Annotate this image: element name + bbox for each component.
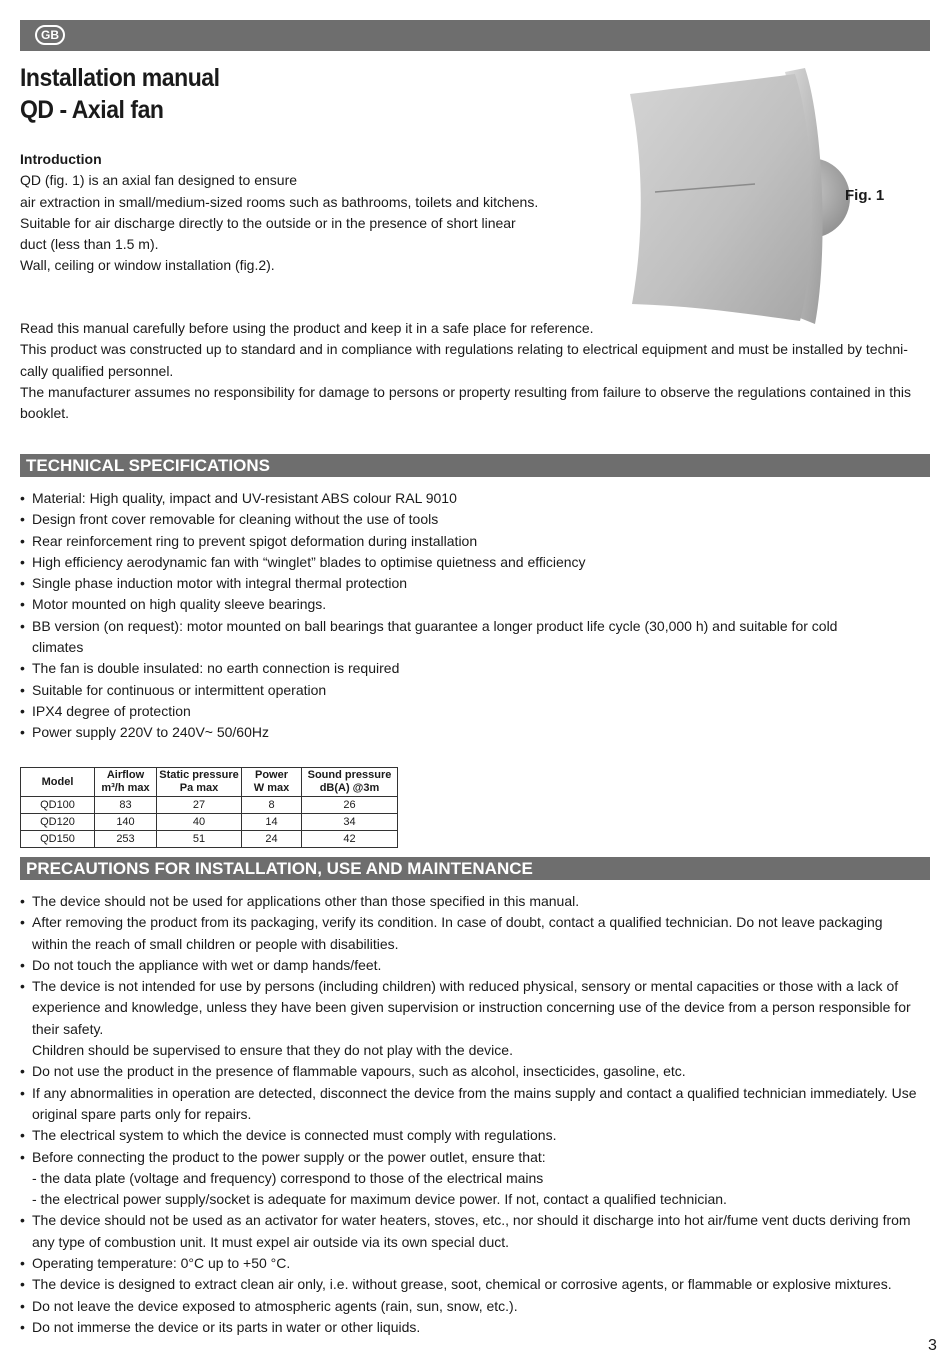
- cell-model: QD120: [21, 814, 95, 831]
- language-header-bar: [20, 20, 930, 51]
- notice-line: booklet.: [20, 405, 70, 422]
- table-row: [21, 814, 398, 831]
- technical-specifications-heading: TECHNICAL SPECIFICATIONS: [20, 454, 930, 477]
- introduction-section: [20, 149, 580, 277]
- precaution-item-continuation: original spare parts only for repairs.: [32, 1105, 252, 1122]
- cell-sound-pressure: 34: [302, 814, 398, 831]
- cell-airflow: 140: [95, 814, 157, 831]
- notice-line: This product was constructed up to standard and in compliance with regulations relating to electrical equipment and must be installed by techni-: [20, 341, 908, 358]
- technical-specifications-list: [20, 488, 930, 744]
- intro-line: duct (less than 1.5 m).: [20, 236, 159, 253]
- header-sound-pressure: Sound pressure dB(A) @3m: [302, 768, 398, 797]
- safety-notice: [20, 318, 930, 424]
- precaution-sub-item: - the electrical power supply/socket is adequate for maximum device power. If not, contact a qualified technician.: [32, 1191, 727, 1208]
- header-static-pressure: Static pressure Pa max: [157, 768, 242, 797]
- precaution-item-continuation: within the reach of small children or people with disabilities.: [32, 935, 399, 952]
- fan-product-image: [600, 66, 870, 328]
- precaution-item: • Operating temperature: 0°C up to +50 °C.: [20, 1253, 930, 1274]
- precaution-item: • The device is designed to extract clean air only, i.e. without grease, soot, chemical or corrosive agents, or flammable or explosive mixtures.: [20, 1274, 930, 1295]
- cell-sound-pressure: 26: [302, 797, 398, 814]
- spec-item: • Rear reinforcement ring to prevent spigot deformation during installation: [20, 531, 930, 552]
- precaution-item-continuation: experience and knowledge, unless they have been given supervision or instruction concerning use of the device from a person responsible for: [32, 999, 911, 1016]
- intro-line: QD (fig. 1) is an axial fan designed to ensure: [20, 172, 298, 189]
- precaution-item: • Do not immerse the device or its parts in water or other liquids.: [20, 1317, 930, 1338]
- intro-line: air extraction in small/medium-sized rooms such as bathrooms, toilets and kitchens.: [20, 193, 539, 210]
- cell-power: 8: [242, 797, 302, 814]
- precaution-item-continuation: their safety.: [32, 1020, 104, 1037]
- spec-item-continuation: climates: [32, 639, 84, 656]
- introduction-heading: Introduction: [20, 151, 102, 167]
- precautions-list: [20, 891, 930, 1338]
- notice-line: cally qualified personnel.: [20, 362, 174, 379]
- precaution-item: • Do not use the product in the presence of flammable vapours, such as alcohol, insecticides, gasoline, etc.: [20, 1061, 930, 1082]
- cell-static-pressure: 51: [157, 831, 242, 848]
- spec-item: • IPX4 degree of protection: [20, 701, 930, 722]
- cell-airflow: 253: [95, 831, 157, 848]
- header-power: Power W max: [242, 768, 302, 797]
- cell-static-pressure: 27: [157, 797, 242, 814]
- header-model: Model: [21, 768, 95, 797]
- header-airflow: Airflow m³/h max: [95, 768, 157, 797]
- cell-model: QD100: [21, 797, 95, 814]
- spec-item: • The fan is double insulated: no earth connection is required: [20, 658, 930, 679]
- spec-item: • Design front cover removable for cleaning without the use of tools: [20, 509, 930, 530]
- precaution-item: • The device should not be used as an activator for water heaters, stoves, etc., nor should it discharge into hot air/fume vent ducts deriving from: [20, 1210, 930, 1231]
- cell-sound-pressure: 42: [302, 831, 398, 848]
- table-header-row: [21, 768, 398, 797]
- title-line-1: Installation manual: [20, 64, 220, 92]
- intro-line: Wall, ceiling or window installation (fig.2).: [20, 257, 275, 274]
- front-cover: [630, 74, 812, 321]
- precaution-item: • The device is not intended for use by persons (including children) with reduced physical, sensory or mental capacities or those with a lack of: [20, 976, 930, 997]
- spec-item: • Suitable for continuous or intermittent operation: [20, 680, 930, 701]
- cell-static-pressure: 40: [157, 814, 242, 831]
- language-badge: GB: [35, 25, 65, 45]
- intro-line: Suitable for air discharge directly to the outside or in the presence of short linear: [20, 214, 516, 231]
- notice-line: The manufacturer assumes no responsibility for damage to persons or property resulting from failure to observe the regulations contained in this: [20, 383, 912, 400]
- precaution-item: • The electrical system to which the device is connected must comply with regulations.: [20, 1125, 930, 1146]
- title-line-2: QD - Axial fan: [20, 96, 164, 124]
- precaution-item: • Do not leave the device exposed to atmospheric agents (rain, sun, snow, etc.).: [20, 1296, 930, 1317]
- spec-item: • Power supply 220V to 240V~ 50/60Hz: [20, 722, 930, 743]
- spec-item: • Motor mounted on high quality sleeve bearings.: [20, 594, 930, 615]
- spec-item: • High efficiency aerodynamic fan with “winglet” blades to optimise quietness and efficiency: [20, 552, 930, 573]
- page-title: [20, 62, 220, 126]
- spec-item: • Single phase induction motor with integral thermal protection: [20, 573, 930, 594]
- table-row: [21, 831, 398, 848]
- cell-power: 14: [242, 814, 302, 831]
- figure-label: Fig. 1: [845, 187, 885, 204]
- notice-line: Read this manual carefully before using the product and keep it in a safe place for reference.: [20, 320, 594, 336]
- precaution-sub-item: - the data plate (voltage and frequency) correspond to those of the electrical mains: [32, 1169, 544, 1186]
- precaution-item: • Do not touch the appliance with wet or damp hands/feet.: [20, 955, 930, 976]
- precaution-item: • Before connecting the product to the power supply or the power outlet, ensure that:: [20, 1147, 930, 1168]
- precaution-item-continuation: Children should be supervised to ensure that they do not play with the device.: [32, 1042, 513, 1059]
- spec-item: • Material: High quality, impact and UV-resistant ABS colour RAL 9010: [20, 488, 930, 509]
- table-row: [21, 797, 398, 814]
- precaution-item: • The device should not be used for applications other than those specified in this manual.: [20, 891, 930, 912]
- precaution-item: • After removing the product from its packaging, verify its condition. In case of doubt, contact a qualified technician. Do not leave packaging: [20, 912, 930, 933]
- precaution-item: • If any abnormalities in operation are detected, disconnect the device from the mains supply and contact a qualified technician immediately. Use: [20, 1083, 930, 1104]
- precaution-item-continuation: any type of combustion unit. It must expel air outside via its own special duct.: [32, 1233, 510, 1250]
- cell-power: 24: [242, 831, 302, 848]
- cell-model: QD150: [21, 831, 95, 848]
- spec-item: • BB version (on request): motor mounted on ball bearings that guarantee a longer product life cycle (30,000 h) and suitable for cold: [20, 616, 930, 637]
- model-specifications-table: [20, 767, 398, 848]
- page-number: 3: [928, 1337, 937, 1354]
- cell-airflow: 83: [95, 797, 157, 814]
- precautions-heading: PRECAUTIONS FOR INSTALLATION, USE AND MAINTENANCE: [20, 857, 930, 880]
